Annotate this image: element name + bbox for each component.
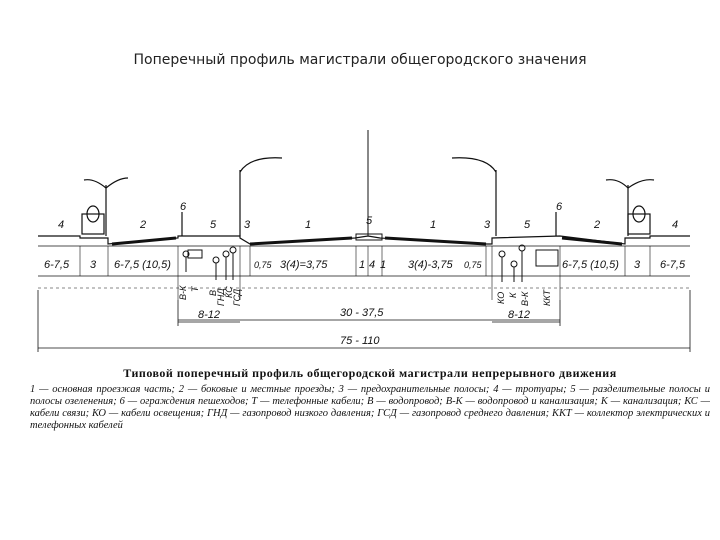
utility-label: ГНД	[216, 288, 226, 306]
utility-label: К	[508, 292, 518, 298]
utilities-right-markers	[499, 245, 558, 282]
zone-label: 5	[210, 219, 217, 231]
median-label-right: 1	[380, 259, 387, 271]
median-label-center: 4	[369, 259, 376, 271]
dimension-right-belt: 8-12	[508, 309, 531, 321]
utility-labels-right	[496, 288, 552, 306]
zone-width: 3(4)-3,75	[408, 259, 453, 271]
utility-label: В-К	[178, 285, 188, 300]
caption-text: 1 — основная проезжая часть; 2 — боковые и местные проезды; 3 — предохранительные полосы; 4 — тротуары; 5 — разделительные полосы и полосы озеленения; 6 — ограждения пешеходов; Т — телефонные кабели; В — водопровод; В-К — водопровод и канализация; К — канализация; КС — кабели связи; КО — кабели освещения; ГНД — газопровод низкого давления; ГСД — газопровод среднего давления; ККТ — коллектор электрических и телефонных кабелей	[30, 384, 710, 431]
zone-label: 1	[430, 219, 437, 231]
zone-width: 3(4)=3,75	[280, 259, 328, 271]
zone-width: 3	[90, 259, 97, 271]
utility-label: ККТ	[542, 289, 552, 306]
utility-label: КС	[224, 286, 234, 298]
utility-label: ГСД	[232, 288, 242, 306]
zone-width: 6-7,5	[44, 259, 70, 271]
zone-label: 5	[366, 215, 373, 227]
zone-width: 0,75	[464, 260, 482, 270]
zone-label: 1	[305, 219, 312, 231]
zone-label: 5	[524, 219, 531, 231]
zone-label: 4	[58, 219, 65, 231]
utilities-left-markers	[183, 247, 236, 280]
caption-title: Типовой поперечный профиль общегородской магистрали непрерывного движения	[123, 366, 617, 380]
utility-label: Т	[190, 286, 200, 292]
utility-labels-left	[178, 285, 242, 306]
zone-label: 3	[484, 219, 491, 231]
zone-width: 0,75	[254, 260, 272, 270]
zone-width-labels	[44, 259, 686, 271]
zone-width: 6-7,5	[660, 259, 686, 271]
zone-width: 3	[634, 259, 641, 271]
utility-label: В	[208, 289, 218, 296]
zone-label: 2	[140, 219, 147, 231]
slide-title: Поперечный профиль магистрали общегородского значения	[133, 52, 587, 68]
median-label-left: 1	[359, 259, 366, 271]
zone-label: 6	[556, 201, 563, 213]
zone-label: 6	[180, 201, 187, 213]
zone-label: 2	[594, 219, 601, 231]
dimension-total: 75 - 110	[340, 335, 380, 347]
tree-left	[82, 206, 104, 234]
dimension-carriageway: 30 - 37,5	[340, 307, 384, 319]
utility-label: КО	[496, 291, 506, 304]
zone-label: 4	[672, 219, 679, 231]
tree-right	[628, 206, 650, 234]
zone-width: 6-7,5 (10,5)	[114, 259, 171, 271]
zone-width: 6-7,5 (10,5)	[562, 259, 619, 271]
figure-caption	[30, 366, 710, 432]
lamp-post-right-outer	[606, 180, 654, 236]
zone-label: 3	[244, 219, 251, 231]
dimension-left-belt: 8-12	[198, 309, 221, 321]
utility-label: В-К	[520, 291, 530, 306]
